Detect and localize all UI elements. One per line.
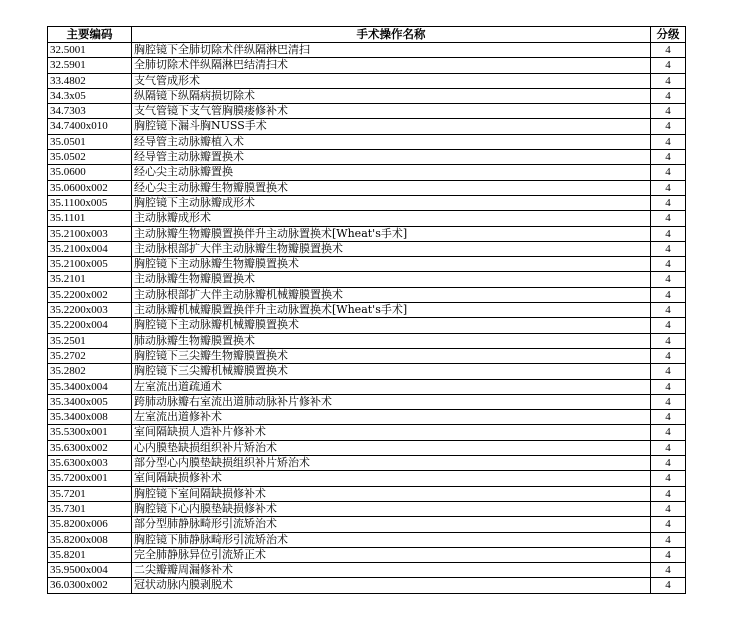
cell-grade: 4 [651, 73, 686, 88]
table-row [48, 257, 686, 272]
table-row [48, 379, 686, 394]
table-row [48, 195, 686, 210]
cell-code: 35.7200x001 [48, 471, 132, 486]
cell-grade: 4 [651, 563, 686, 578]
cell-procedure-name: 二尖瓣瓣周漏修补术 [132, 563, 651, 578]
cell-code: 35.0600 [48, 165, 132, 180]
cell-procedure-name: 完全肺静脉异位引流矫正术 [132, 547, 651, 562]
cell-grade: 4 [651, 303, 686, 318]
cell-code: 32.5901 [48, 58, 132, 73]
cell-procedure-name: 胸腔镜下肺静脉畸形引流矫治术 [132, 532, 651, 547]
cell-grade: 4 [651, 394, 686, 409]
cell-code: 33.4802 [48, 73, 132, 88]
cell-code: 36.0300x002 [48, 578, 132, 593]
cell-procedure-name: 胸腔镜下漏斗胸NUSS手术 [132, 119, 651, 134]
table-row [48, 563, 686, 578]
cell-procedure-name: 纵隔镜下纵隔病损切除术 [132, 88, 651, 103]
cell-procedure-name: 部分型心内膜垫缺损组织补片矫治术 [132, 456, 651, 471]
cell-grade: 4 [651, 88, 686, 103]
table-row [48, 165, 686, 180]
header-grade: 分级 [651, 27, 686, 43]
table-row [48, 517, 686, 532]
cell-procedure-name: 经导管主动脉瓣植入术 [132, 134, 651, 149]
cell-code: 32.5001 [48, 43, 132, 58]
cell-procedure-name: 左室流出道疏通术 [132, 379, 651, 394]
cell-code: 35.2100x004 [48, 241, 132, 256]
cell-procedure-name: 主动脉瓣成形术 [132, 211, 651, 226]
cell-procedure-name: 心内膜垫缺损组织补片矫治术 [132, 440, 651, 455]
table-row [48, 150, 686, 165]
cell-code: 35.2101 [48, 272, 132, 287]
cell-code: 35.7201 [48, 486, 132, 501]
cell-procedure-name: 支气管成形术 [132, 73, 651, 88]
cell-procedure-name: 胸腔镜下三尖瓣生物瓣膜置换术 [132, 348, 651, 363]
table-row [48, 104, 686, 119]
table-row [48, 532, 686, 547]
cell-procedure-name: 胸腔镜下主动脉瓣成形术 [132, 195, 651, 210]
table-row [48, 394, 686, 409]
header-name: 手术操作名称 [132, 27, 651, 43]
cell-procedure-name: 主动脉瓣生物瓣膜置换伴升主动脉置换术[Wheat's手术] [132, 226, 651, 241]
cell-grade: 4 [651, 471, 686, 486]
cell-code: 35.5300x001 [48, 425, 132, 440]
cell-grade: 4 [651, 517, 686, 532]
cell-code: 35.6300x003 [48, 456, 132, 471]
cell-grade: 4 [651, 241, 686, 256]
cell-grade: 4 [651, 165, 686, 180]
cell-procedure-name: 胸腔镜下全肺切除术伴纵隔淋巴清扫 [132, 43, 651, 58]
cell-grade: 4 [651, 58, 686, 73]
cell-procedure-name: 经心尖主动脉瓣生物瓣膜置换术 [132, 180, 651, 195]
table-row [48, 134, 686, 149]
cell-code: 35.2200x004 [48, 318, 132, 333]
cell-code: 35.2200x003 [48, 303, 132, 318]
cell-grade: 4 [651, 134, 686, 149]
cell-procedure-name: 胸腔镜下主动脉瓣生物瓣膜置换术 [132, 257, 651, 272]
cell-code: 35.9500x004 [48, 563, 132, 578]
cell-code: 35.2200x002 [48, 287, 132, 302]
cell-grade: 4 [651, 150, 686, 165]
table-row [48, 211, 686, 226]
cell-grade: 4 [651, 364, 686, 379]
table-row [48, 241, 686, 256]
cell-grade: 4 [651, 333, 686, 348]
cell-code: 35.2501 [48, 333, 132, 348]
cell-procedure-name: 胸腔镜下心内膜垫缺损修补术 [132, 501, 651, 516]
cell-procedure-name: 主动脉瓣机械瓣膜置换伴升主动脉置换术[Wheat's手术] [132, 303, 651, 318]
header-code: 主要编码 [48, 27, 132, 43]
table-row [48, 364, 686, 379]
table-row [48, 43, 686, 58]
cell-code: 35.3400x004 [48, 379, 132, 394]
table-row [48, 287, 686, 302]
cell-grade: 4 [651, 287, 686, 302]
table-row [48, 440, 686, 455]
cell-grade: 4 [651, 578, 686, 593]
cell-procedure-name: 肺动脉瓣生物瓣膜置换术 [132, 333, 651, 348]
cell-grade: 4 [651, 501, 686, 516]
cell-code: 35.3400x008 [48, 410, 132, 425]
cell-code: 35.3400x005 [48, 394, 132, 409]
cell-grade: 4 [651, 257, 686, 272]
table-row [48, 578, 686, 593]
table-row [48, 318, 686, 333]
cell-code: 35.6300x002 [48, 440, 132, 455]
table-row [48, 547, 686, 562]
cell-grade: 4 [651, 532, 686, 547]
cell-procedure-name: 胸腔镜下主动脉瓣机械瓣膜置换术 [132, 318, 651, 333]
cell-code: 34.7400x010 [48, 119, 132, 134]
cell-procedure-name: 支气管镜下支气管胸膜瘘修补术 [132, 104, 651, 119]
table-row [48, 471, 686, 486]
cell-grade: 4 [651, 348, 686, 363]
cell-grade: 4 [651, 119, 686, 134]
table-row [48, 348, 686, 363]
table-row [48, 58, 686, 73]
table-row [48, 425, 686, 440]
cell-grade: 4 [651, 379, 686, 394]
cell-grade: 4 [651, 180, 686, 195]
table-row [48, 119, 686, 134]
cell-procedure-name: 经心尖主动脉瓣置换 [132, 165, 651, 180]
table-row [48, 333, 686, 348]
cell-code: 35.2100x005 [48, 257, 132, 272]
cell-code: 35.0600x002 [48, 180, 132, 195]
table-row [48, 486, 686, 501]
cell-code: 35.0502 [48, 150, 132, 165]
cell-grade: 4 [651, 211, 686, 226]
cell-procedure-name: 经导管主动脉瓣置换术 [132, 150, 651, 165]
cell-code: 35.7301 [48, 501, 132, 516]
cell-code: 35.1100x005 [48, 195, 132, 210]
table-row [48, 303, 686, 318]
surgery-grade-table [47, 26, 686, 594]
cell-code: 35.2702 [48, 348, 132, 363]
cell-procedure-name: 室间隔缺损人造补片修补术 [132, 425, 651, 440]
cell-procedure-name: 左室流出道修补术 [132, 410, 651, 425]
cell-procedure-name: 冠状动脉内膜剥脱术 [132, 578, 651, 593]
cell-code: 35.0501 [48, 134, 132, 149]
cell-grade: 4 [651, 195, 686, 210]
table-row [48, 456, 686, 471]
cell-grade: 4 [651, 104, 686, 119]
cell-code: 35.2100x003 [48, 226, 132, 241]
table-row [48, 226, 686, 241]
cell-procedure-name: 主动脉瓣生物瓣膜置换术 [132, 272, 651, 287]
cell-procedure-name: 胸腔镜下室间隔缺损修补术 [132, 486, 651, 501]
cell-procedure-name: 主动脉根部扩大伴主动脉瓣机械瓣膜置换术 [132, 287, 651, 302]
cell-procedure-name: 跨肺动脉瓣右室流出道肺动脉补片修补术 [132, 394, 651, 409]
table-row [48, 180, 686, 195]
cell-grade: 4 [651, 410, 686, 425]
cell-procedure-name: 主动脉根部扩大伴主动脉瓣生物瓣膜置换术 [132, 241, 651, 256]
cell-code: 35.8200x006 [48, 517, 132, 532]
cell-code: 34.3x05 [48, 88, 132, 103]
table-row [48, 88, 686, 103]
cell-grade: 4 [651, 272, 686, 287]
cell-code: 35.2802 [48, 364, 132, 379]
cell-procedure-name: 部分型肺静脉畸形引流矫治术 [132, 517, 651, 532]
cell-code: 35.1101 [48, 211, 132, 226]
cell-grade: 4 [651, 43, 686, 58]
cell-procedure-name: 室间隔缺损修补术 [132, 471, 651, 486]
table-header-row [48, 27, 686, 43]
cell-grade: 4 [651, 486, 686, 501]
table-row [48, 410, 686, 425]
cell-procedure-name: 全肺切除术伴纵隔淋巴结清扫术 [132, 58, 651, 73]
cell-grade: 4 [651, 547, 686, 562]
cell-grade: 4 [651, 425, 686, 440]
table-row [48, 73, 686, 88]
table-body [48, 43, 686, 594]
cell-grade: 4 [651, 456, 686, 471]
table-row [48, 272, 686, 287]
cell-procedure-name: 胸腔镜下三尖瓣机械瓣膜置换术 [132, 364, 651, 379]
cell-code: 35.8201 [48, 547, 132, 562]
cell-grade: 4 [651, 226, 686, 241]
cell-code: 35.8200x008 [48, 532, 132, 547]
table-row [48, 501, 686, 516]
cell-code: 34.7303 [48, 104, 132, 119]
cell-grade: 4 [651, 440, 686, 455]
cell-grade: 4 [651, 318, 686, 333]
